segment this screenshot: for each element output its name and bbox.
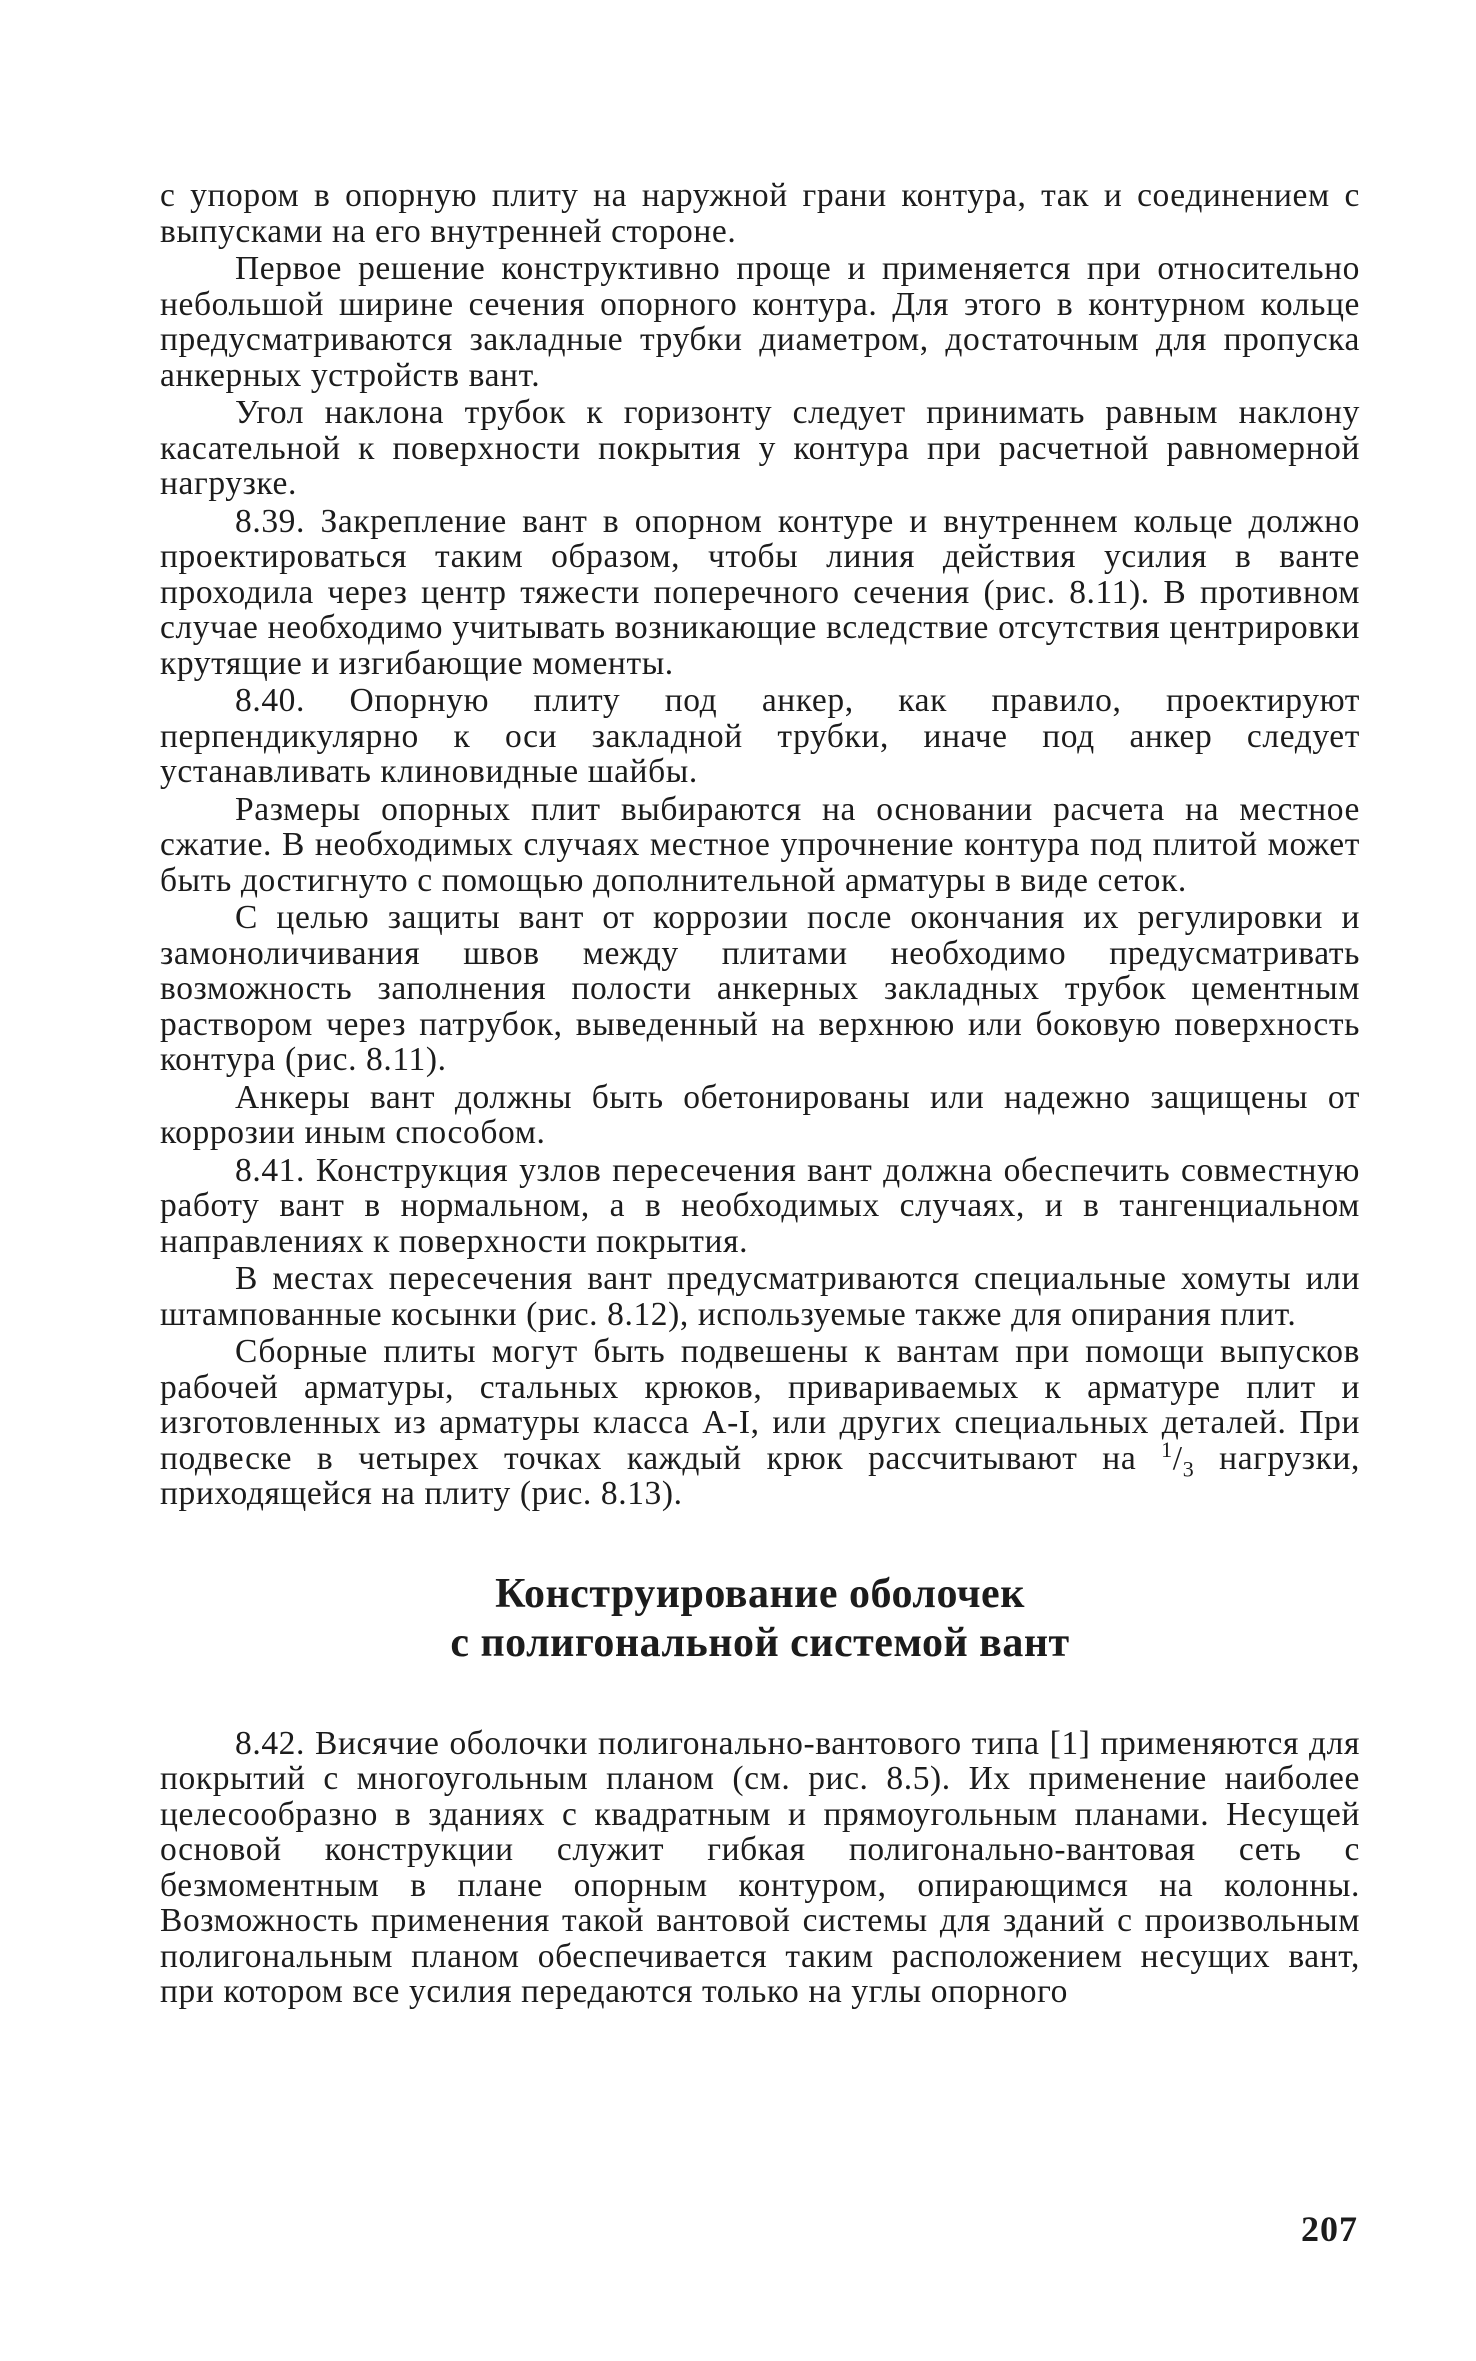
paragraph-8-41: 8.41. Конструкция узлов пересечения вант должна обеспечить совместную работу вант в нормальном, а в необходимых случаях, и в тангенциальном направлениях к поверхности покрытия. (160, 1151, 1360, 1260)
paragraph: Угол наклона трубок к горизонту следует принимать равным наклону касательной к поверхности покрытия у контура при расчетной равномерной нагрузке. (160, 394, 1360, 502)
paragraph-8-42: 8.42. Висячие оболочки полигонально-вантового типа [1] применяются для покрытий с многоугольным планом (см. рис. 8.5). Их применение наиболее целесообразно в зданиях с квадратным и прямоугольным планами. Несущей основой конструкции служит гибкая полигонально-вантовая сеть с безмоментным в плане опорным контуром, опирающимся на колонны. Возможность применения такой вантовой системы для зданий с произвольным полигональным планом обеспечивается таким расположением несущих вант, при котором все усилия передаются только на углы опорного (160, 1724, 1360, 2010)
paragraph: Первое решение конструктивно проще и применяется при относительно небольшой ширине сечения опорного контура. Для этого в контурном кольце предусматриваются закладные трубки диаметром, достаточным для пропуска анкерных устройств вант. (160, 250, 1360, 394)
paragraph: В местах пересечения вант предусматриваются специальные хомуты или штампованные косынки (рис. 8.12), используемые также для опирания плит. (160, 1260, 1360, 1333)
fraction-one-third: $^1/_3$ (1161, 1436, 1195, 1482)
section-heading (160, 1570, 1360, 1668)
paragraph-continuation: с упором в опорную плиту на наружной грани контура, так и соединением с выпусками на его внутренней стороне. (160, 177, 1360, 250)
paragraph-8-40: 8.40. Опорную плиту под анкер, как правило, проектируют перпендикулярно к оси закладной трубки, иначе под анкер следует устанавливать клиновидные шайбы. (160, 682, 1360, 790)
fraction-numerator: 1 (1161, 1436, 1173, 1462)
page-number: 207 (1301, 2209, 1358, 2249)
paragraph-8-39: 8.39. Закрепление вант в опорном контуре и внутреннем кольце должно проектироваться таким образом, чтобы линия действия усилия в ванте проходила через центр тяжести поперечного сечения (рис. 8.11). В противном случае необходимо учитывать возникающие вследствие отсутствия центрировки крутящие и изгибающие моменты. (160, 502, 1360, 682)
fraction-denominator: 3 (1182, 1456, 1195, 1482)
paragraph-with-fraction (160, 1334, 1360, 1512)
paragraph-text-after: нагрузки, приходящейся на плиту (рис. 8.13). (160, 1439, 1360, 1512)
section-heading-line-1: Конструирование оболочек (495, 1570, 1025, 1617)
paragraph-text-before: Сборные плиты могут быть подвешены к вантам при помощи выпусков рабочей арматуры, стальных крюков, привариваемых к арматуре плит и изготовленных из арматуры класса А-I, или других специальных деталей. При подвеске в четырех точках каждый крюк рассчитывают на (160, 1333, 1360, 1477)
section-heading-line-2: с полигональной системой вант (450, 1619, 1070, 1666)
page-body (160, 178, 1360, 2010)
paragraph: С целью защиты вант от коррозии после окончания их регулировки и замоноличивания швов между плитами необходимо предусматривать возможность заполнения полости анкерных закладных трубок цементным раствором через патрубок, выведенный на верхнюю или боковую поверхность контура (рис. 8.11). (160, 899, 1360, 1078)
paragraph: Размеры опорных плит выбираются на основании расчета на местное сжатие. В необходимых случаях местное упрочнение контура под плитой может быть достигнуто с помощью дополнительной арматуры в виде сеток. (160, 790, 1360, 899)
paragraph: Анкеры вант должны быть обетонированы или надежно защищены от коррозии иным способом. (160, 1078, 1360, 1151)
